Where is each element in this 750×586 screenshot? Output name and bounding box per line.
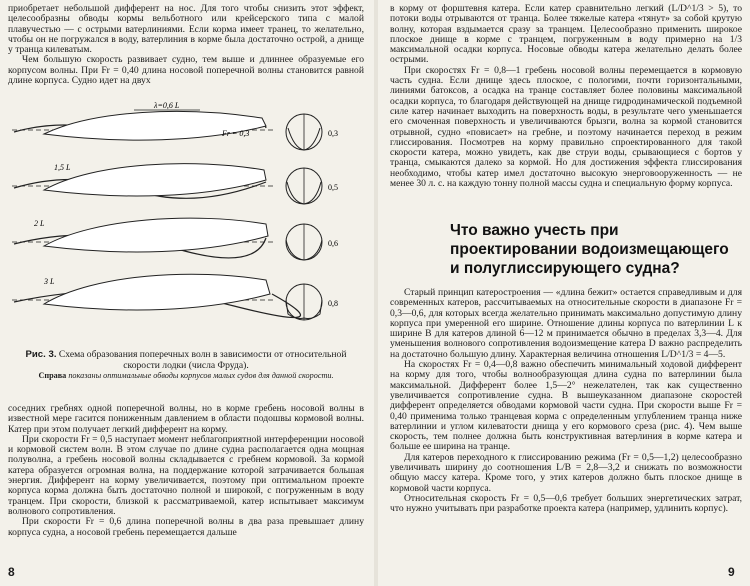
- hull-section-icon: [286, 224, 322, 260]
- wave-length-label: λ=0,6 L: [154, 101, 180, 110]
- hull-section-icon: [286, 284, 322, 320]
- figure-row-4: [12, 274, 338, 320]
- paragraph: Для катеров переходного к глиссированию режима (Fr = 0,5—1,2) целесообразно увеличивать ширину до соотношения L/B = 2,8—3,2 и снижать по возможности общую массу катера. Кроме того, у этих катеров должно быть плоское днище в кормовой части корпуса.: [390, 451, 742, 494]
- paragraph: приобретает небольшой дифферент на нос. Для того чтобы снизить этот эффект, целесообразны обводы кормы вельботного или крейсерского типа с малой плавучестью — с острыми ватерлиниями. Если корма имеет транец, то желательно, чтобы он не погружался в воду, ватерлиния в корме была достаточно острой, а днище у транца килеватым.: [8, 3, 364, 56]
- paragraph: соседних гребнях одной поперечной волны, но в корме гребень носовой волны в известной мере гасится пониженным давлением в области подошвы кормовой волны. Катер при этом получает легкий дифферент на корму.: [8, 403, 364, 435]
- caption-subtitle: показаны оптимальные обводы корпусов малых судов для данной скорости.: [68, 371, 334, 380]
- paragraph: При скоростях Fr = 0,8—1 гребень носовой волны перемещается в кормовую часть судна. Если днище здесь плоское, с пологими, почти горизонтальными, линиями батоксов, а осадка на транце составляет более половины максимальной осадки корпуса, то благодаря действующей на днище гидродинамической подъемной силе катер начинает выходить на поверхность воды, в результате чего уменьшается его смоченная поверхность и увеличиваются брызги, волна за кормой становится отрывной, судно «повисает» на гребне, и поэтому начинается переход в режим глиссирования. Посмотрев на корму правильно спроектированного для такой скорости катера, можно увидеть, как две струи воды, срывающиеся с бортов у транца, смыкаются далеко за кормой. Но для достижения эффекта глиссирования необходимо, чтобы катер имел достаточно высокую энерговооруженность — не менее 30 л. с. на каждую тонну полной массы судна и специальную форму корпуса.: [390, 64, 742, 190]
- speed-label: 0,8: [328, 299, 338, 308]
- left-top-text: [8, 4, 364, 86]
- hull-section-icon: [286, 168, 322, 204]
- right-bottom-text: [390, 288, 742, 515]
- wave-length-label: 3 L: [44, 277, 55, 286]
- left-page: [0, 0, 372, 586]
- paragraph: Старый принцип катеростроения — «длина бежит» остается справедливым и для современных катеров, рассчитываемых на относительные скорости в диапазоне Fr = 0,3—0,6, для которых всегда желательно принимать максимально допустимую длину корпуса при умеренной его ширине. Отношение длины корпуса по ватерлинии L к ширине B для катеров длиной 6—12 м принимается обычно в пределах 3,3—4. Для уменьшения волнового сопротивления водоизмещение катера D важно распределить на достаточно большую длину. Характерная величина отношения L/D^1/3 = 4—5.: [390, 287, 742, 360]
- book-gutter: [374, 0, 378, 586]
- paragraph: На скоростях Fr = 0,4—0,8 важно обеспечить минимальный ходовой дифферент на корму для того, чтобы волнообразующая длина судна по ватерлинии была максимальной. Дифферент более 1,5—2° нежелателен, так как существенно увеличивается сопротивление судна. В вышеуказанном диапазоне скоростей дифферент определяется обводами кормовой части судна. При скорости выше Fr = 0,40 применима только транцевая корма с определенным углублением транца ниже ватерлинии и углом килеватости днища у его кормового среза (рис. 4). Чем выше скорость, тем полнее должна быть конструктивная ватерлиния в корме катера и больше ее ширина на транце.: [390, 359, 742, 453]
- speed-label: 0,3: [328, 129, 338, 138]
- hull-section-icon: [286, 114, 322, 150]
- paragraph: Относительная скорость Fr = 0,5—0,6 требует больших энергетических затрат, что нужно учитывать при разработке проекта катера (например, удлинить корпус).: [390, 492, 742, 515]
- figure-row-3: [12, 218, 338, 260]
- wave-formation-figure: [4, 98, 368, 346]
- right-top-text: [390, 4, 742, 189]
- caption-title: Схема образования поперечных волн в зависимости от относительной скорости лодки (числа Фруда).: [58, 349, 347, 371]
- left-bottom-text: [8, 404, 364, 538]
- froude-label: Fr = 0,3: [222, 129, 250, 138]
- section-heading: Что важно учесть при проектировании водоизмещающего и полуглиссирующего судна?: [450, 222, 729, 277]
- page-number: 8: [8, 565, 15, 579]
- speed-label: 0,5: [328, 183, 338, 192]
- wave-length-label: 2 L: [34, 219, 45, 228]
- figure-row-2: [12, 163, 338, 204]
- paragraph: При скорости Fr = 0,5 наступает момент неблагоприятной интерференции носовой и кормовой систем волн. В этом случае по длине судна располагается одна мощная полуволна, а гребень носовой волны складывается с гребнем кормовой. За кормой катера образуется огромная волна, на поддержание которой затрачивается большая энергия. Дифферент на корму увеличивается, поэтому при оптимальном проекте корпуса корма должна быть достаточно полной и широкой, с погруженным в воду транцем. При скорости, близкой к рассматриваемой, катер испытывает максимум волнового сопротивления.: [8, 433, 364, 517]
- caption-label: Рис. 3.: [25, 349, 57, 360]
- paragraph: в корму от форштевня катера. Если катер сравнительно легкий (L/D^1/3 > 5), то потоки воды отрываются от транца. Более тяжелые катера «тянут» за собой крутую волну, которая вздымается сразу за транцем. Целесообразно применить широкое плоское днище в корме с транцем, погруженным в воду примерно на 1/3 максимальной осадки корпуса. Носовые обводы катера желательно делать более острыми.: [390, 3, 742, 66]
- figure-caption: [20, 350, 352, 381]
- figure-row-1: [12, 101, 338, 150]
- right-page: [380, 0, 750, 586]
- speed-label: 0,6: [328, 239, 338, 248]
- wave-length-label: 1,5 L: [54, 163, 71, 172]
- page-number: 9: [728, 565, 735, 579]
- caption-subtitle-lead: Справа: [38, 371, 67, 380]
- paragraph: При скорости Fr = 0,6 длина поперечной волны в два раза превышает длину корпуса судна, а носовой гребень перемещается дальше: [8, 516, 364, 538]
- paragraph: Чем большую скорость развивает судно, тем выше и длиннее образуемые его корпусом волны. При Fr = 0,40 длина носовой поперечной волны становится равной длине корпуса. Судно идет на двух: [8, 54, 364, 87]
